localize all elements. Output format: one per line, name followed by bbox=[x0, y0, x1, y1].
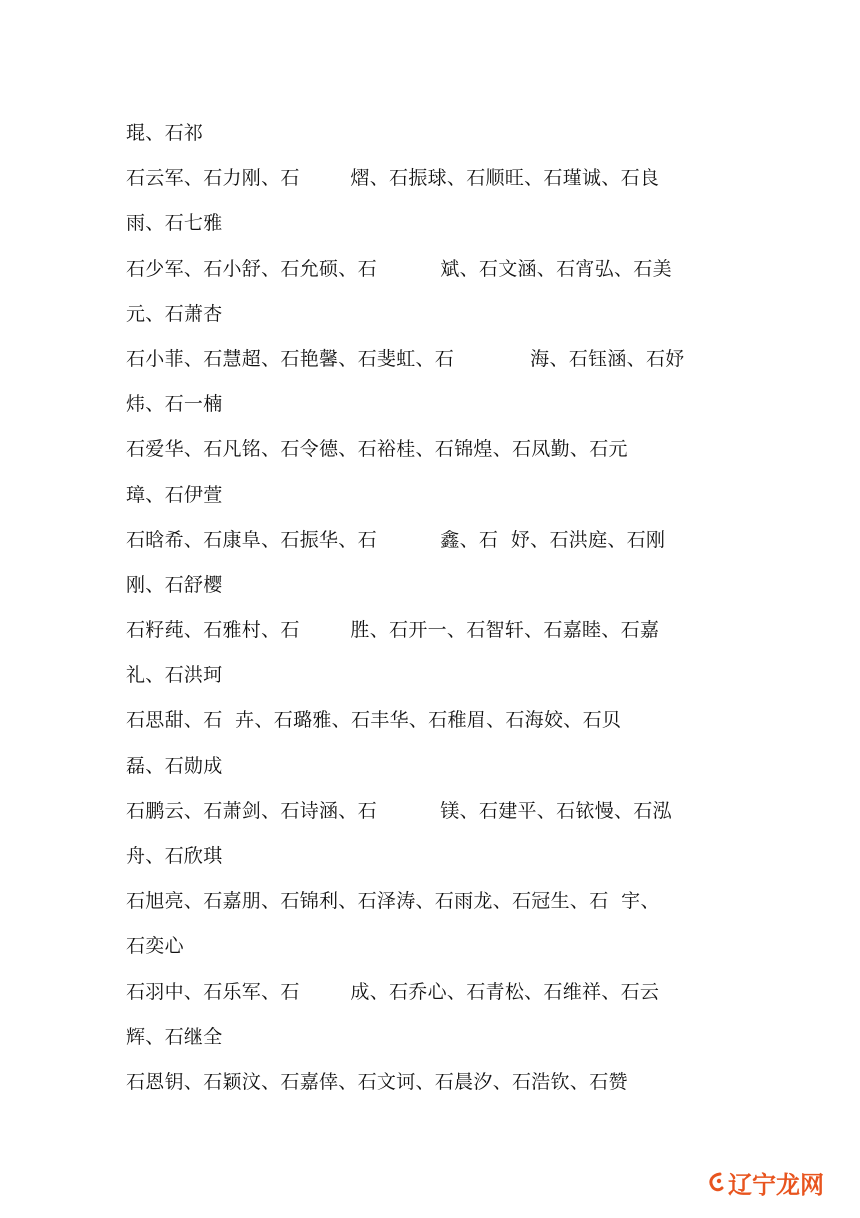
text-line: 琨、石祁 bbox=[126, 122, 204, 144]
text-line: 舟、石欣琪 bbox=[126, 845, 223, 867]
text-line: 石少军、石小舒、石允硕、石 斌、石文涵、石宵弘、石美 bbox=[126, 257, 672, 280]
watermark-text: 辽宁龙网 bbox=[728, 1171, 824, 1199]
text-line: 石旭亮、石嘉朋、石锦利、石泽涛、石雨龙、石冠生、石 宇、 bbox=[126, 890, 660, 913]
document-body bbox=[126, 118, 766, 1112]
text-line: 璋、石伊萱 bbox=[126, 483, 223, 506]
site-watermark bbox=[706, 1165, 824, 1200]
text-line: 辉、石继全 bbox=[126, 1025, 223, 1048]
text-line: 元、石萧杏 bbox=[126, 302, 223, 325]
text-line: 石羽中、石乐军、石 成、石乔心、石青松、石维祥、石云 bbox=[126, 980, 660, 1003]
text-line: 石恩钥、石颖汶、石嘉倖、石文诃、石晨汐、石浩钦、石赞 bbox=[126, 1070, 628, 1093]
swirl-logo-icon bbox=[706, 1171, 726, 1195]
text-line: 石籽莼、石雅村、石 胜、石开一、石智轩、石嘉睦、石嘉 bbox=[126, 619, 660, 642]
text-line: 石鹏云、石萧剑、石诗涵、石 镁、石建平、石铱慢、石泓 bbox=[126, 799, 672, 822]
text-line: 石晗希、石康阜、石振华、石 鑫、石 妤、石洪庭、石刚 bbox=[126, 528, 666, 551]
text-line: 石云军、石力刚、石 熠、石振球、石顺旺、石瑾诚、石良 bbox=[126, 167, 660, 190]
text-line: 雨、石七雅 bbox=[126, 212, 223, 235]
text-line: 磊、石勋成 bbox=[126, 754, 223, 777]
text-line: 石思甜、石 卉、石璐雅、石丰华、石稚眉、石海姣、石贝 bbox=[126, 709, 622, 732]
text-line: 石奕心 bbox=[126, 935, 184, 958]
text-line: 石小菲、石慧超、石艳馨、石斐虹、石 海、石钰涵、石妤 bbox=[126, 347, 685, 370]
text-line: 礼、石洪珂 bbox=[126, 664, 223, 687]
text-line: 石爱华、石凡铭、石令德、石裕桂、石锦煌、石凤勤、石元 bbox=[126, 438, 628, 461]
text-line: 刚、石舒樱 bbox=[126, 573, 223, 596]
text-line: 炜、石一楠 bbox=[126, 393, 223, 416]
